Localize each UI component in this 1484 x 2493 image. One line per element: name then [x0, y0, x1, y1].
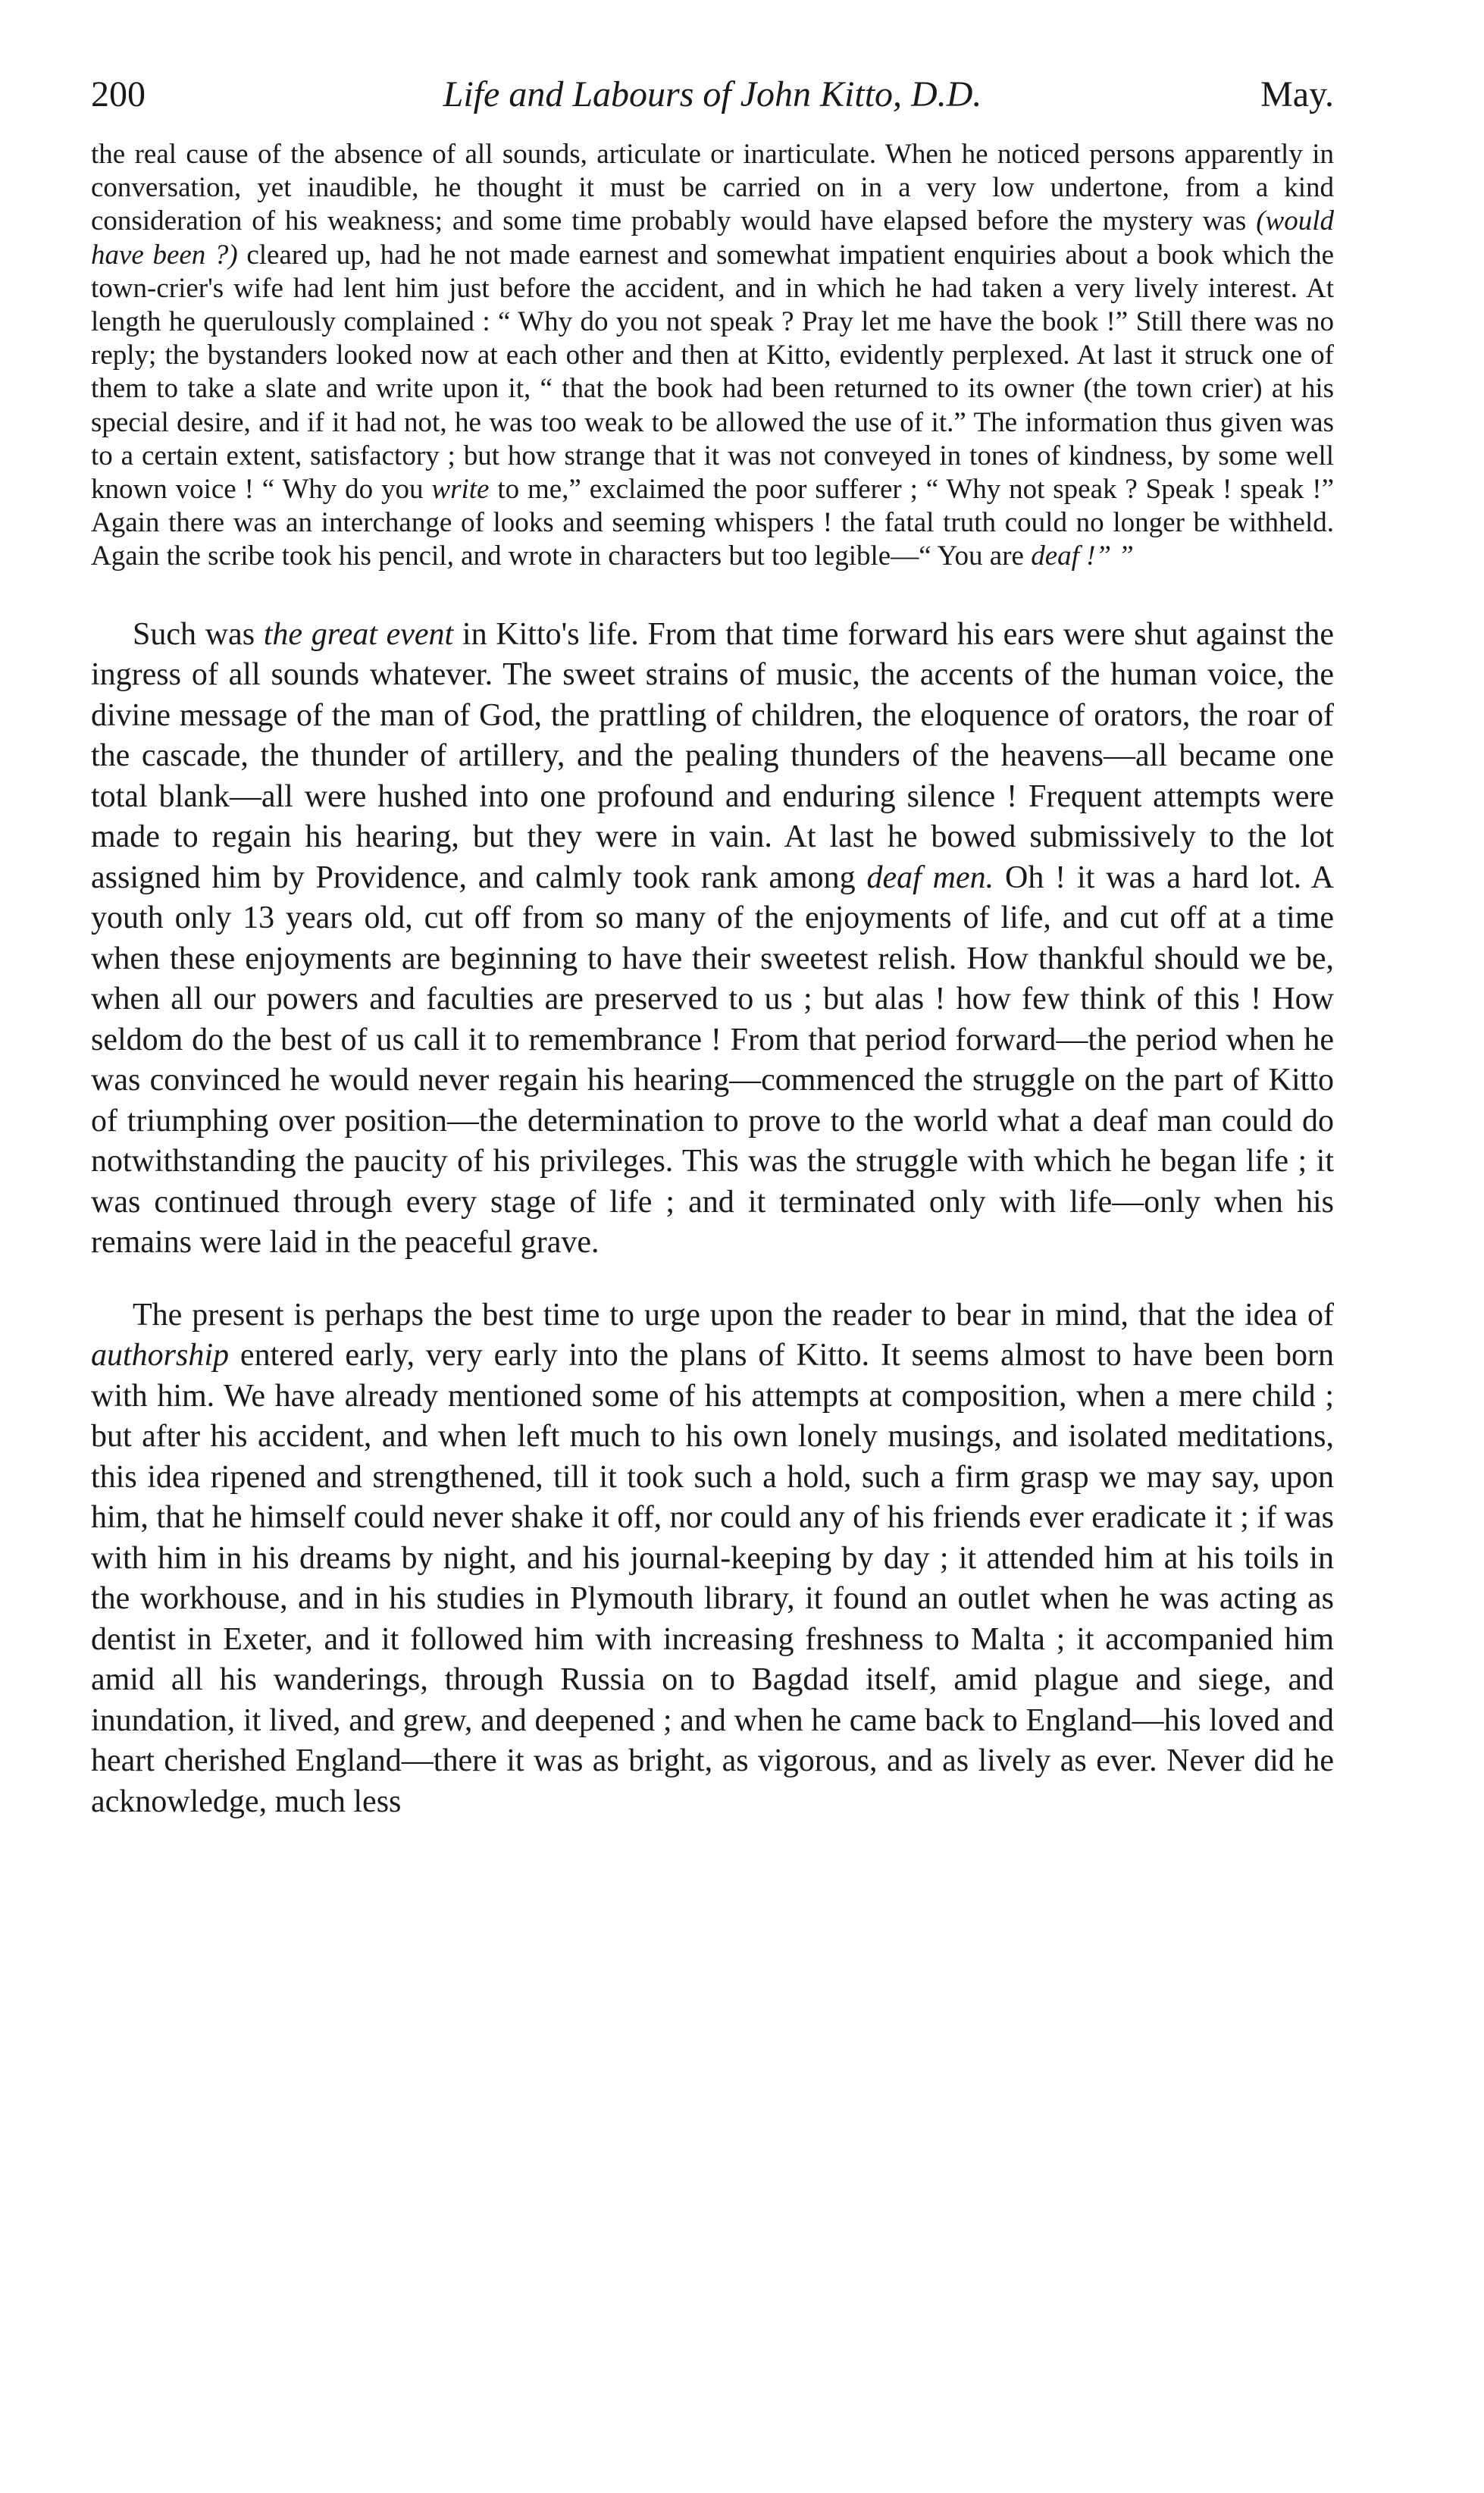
extract-italic-3: deaf !” ”: [1031, 540, 1134, 572]
paragraph-1-italic-2: deaf men.: [866, 860, 994, 895]
extract-text-2: cleared up, had he not made earnest and somewhat impatient enquiries about a book which the town-crier's wife had lent him just before the accident, and in which he had taken a very lively interest. At length he querulously complained : “ Why do you not speak ? Pray let me have the book !” Still there was no reply; the bystanders looked now at each other and then at Kitto, evidently perplexed. At last it struck one of them to take a slate and write upon it, “ that the book had been returned to its owner (the town crier) at his special desire, and if it had not, he was too weak to be allowed the use of it.” The information thus given was to a certain extent, satisfactory ; but how strange that it was not conveyed in tones of kindness, by some well known voice ! “ Why do you: [91, 239, 1334, 506]
extract-italic-2: write: [431, 474, 490, 506]
paragraph-1-italic-1: the great event: [263, 616, 454, 652]
running-title: Life and Labours of John Kitto, D.D.: [443, 74, 982, 114]
running-month: May.: [1260, 74, 1334, 114]
paragraph-1-text-3: Oh ! it was a hard lot. A youth only 13 years old, cut off from so many of the enjoyments of life, and cut off at a time when these enjoyments are beginning to have their sweetest relish. How thankful should we be, when all our powers and faculties are preserved to us ; but alas ! how few think of this ! How seldom do the best of us call it to remembrance ! From that period forward—the period when he was convinced he would never regain his hearing—commenced the struggle on the part of Kitto of triumphing over position—the determination to prove to the world what a deaf man could do notwithstanding the paucity of his privileges. This was the struggle with which he began life ; it was continued through every stage of life ; and it terminated only with life—only when his remains were laid in the peaceful grave.: [91, 860, 1334, 1261]
extract-text-3: to me,” exclaimed the poor sufferer ; “ Why not speak ? Speak ! speak !” Again there was an interchange of looks and seeming whispers ! the fatal truth could no longer be withheld. Again the scribe took his pencil, and wrote in characters but too legible—“ You are: [91, 474, 1335, 572]
extract-text-1: the real cause of the absence of all sounds, articulate or inarticulate. When he noticed persons apparently in conversation, yet inaudible, he thought it must be carried on in a very low undertone, from a kind consideration of his weakness; and some time probably would have elapsed before the mystery was: [91, 139, 1334, 237]
extract-italic-1: (would have been ?): [91, 205, 1334, 271]
paragraph-1-text-1: Such was: [133, 616, 264, 652]
paragraph-2-text-1: The present is perhaps the best time to urge upon the reader to bear in mind, that the idea of: [133, 1297, 1334, 1333]
paragraph-1-text-2: in Kitto's life. From that time forward his ears were shut against the ingress of all sounds whatever. The sweet strains of music, the accents of the human voice, the divine message of the man of God, the prattling of children, the eloquence of orators, the roar of the cascade, the thunder of artillery, and the pealing thunders of the heavens—all became one total blank—all were hushed into one profound and enduring silence ! Frequent attempts were made to regain his hearing, but they were in vain. At last he bowed submissively to the lot assigned him by Providence, and calmly took rank among: [91, 616, 1334, 895]
page-number: 200: [91, 74, 146, 114]
quoted-extract: [91, 138, 1334, 574]
book-page: [91, 68, 1334, 1854]
running-head: [91, 68, 1334, 121]
body-paragraph-1: [91, 615, 1334, 1264]
body-paragraph-2: [91, 1295, 1334, 1823]
paragraph-2-text-2: entered early, very early into the plans of Kitto. It seems almost to have been born with him. We have already mentioned some of his attempts at composition, when a mere child ; but after his accident, and when left much to his own lonely musings, and isolated meditations, this idea ripened and strengthened, till it took such a hold, such a firm grasp we may say, upon him, that he himself could never shake it off, nor could any of his friends ever eradicate it ; if was with him in his dreams by night, and his journal-keeping by day ; it attended him at his toils in the workhouse, and in his studies in Plymouth library, it found an outlet when he was acting as dentist in Exeter, and it followed him with increasing freshness to Malta ; it accompanied him amid all his wanderings, through Russia on to Bagdad itself, amid plague and siege, and inundation, it lived, and grew, and deepened ; and when he came back to England—his loved and heart cherished England—there it was as bright, as vigorous, and as lively as ever. Never did he acknowledge, much less: [91, 1338, 1334, 1819]
paragraph-2-italic-1: authorship: [91, 1338, 230, 1373]
